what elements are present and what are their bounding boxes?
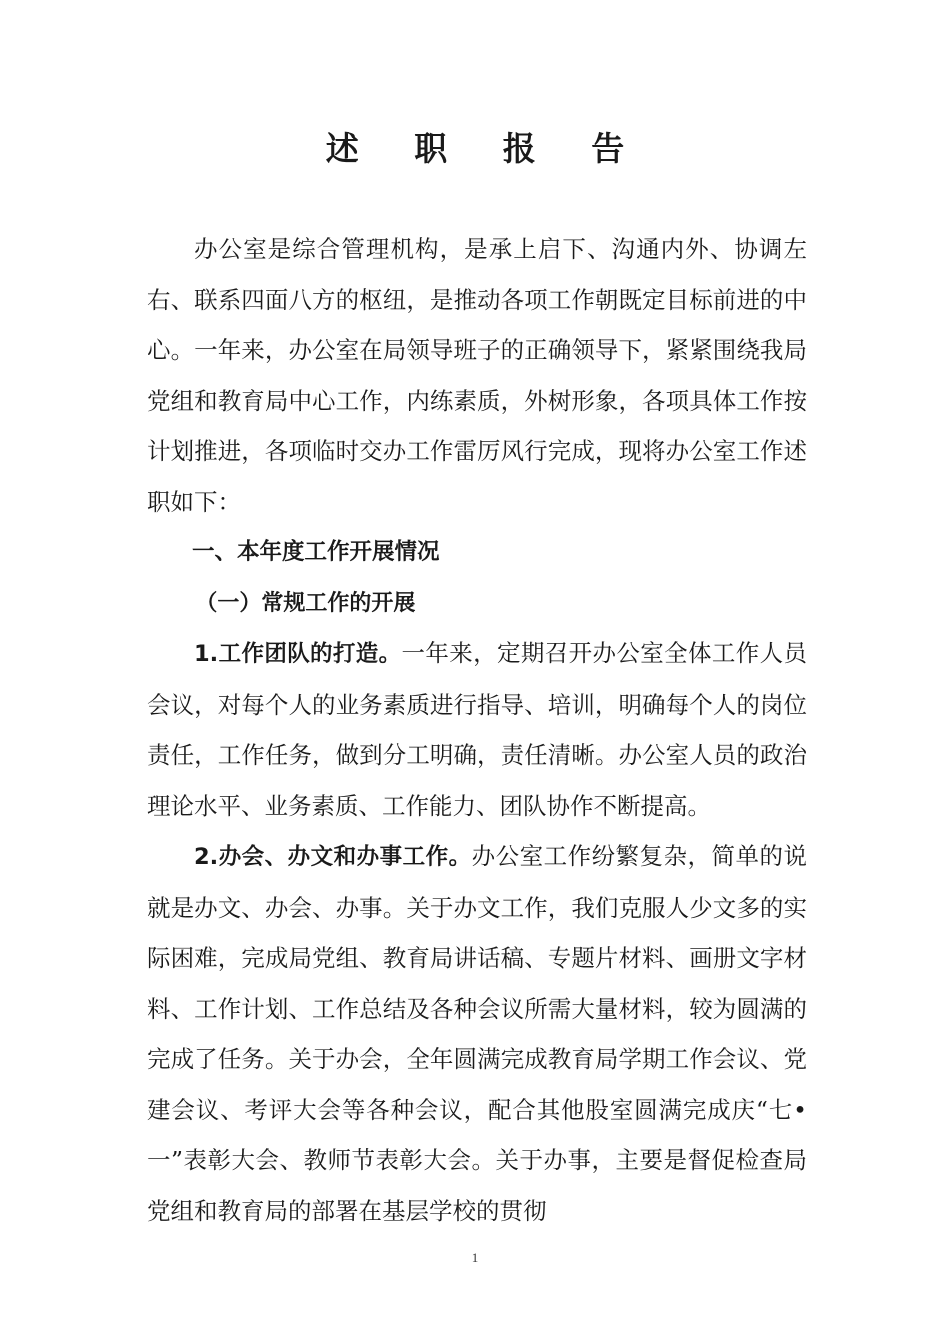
intro-paragraph: 办公室是综合管理机构，是承上启下、沟通内外、协调左右、联系四面八方的枢纽，是推动各项工作朝既定目标前进的中心。一年来，办公室在局领导班子的正确领导下，紧紧围绕我局党组和教育局中心工作，内练素质，外树形象，各项具体工作按计划推进，各项临时交办工作雷厉风行完成，现将办公室工作述职如下： — [147, 235, 807, 516]
document-body — [147, 224, 807, 1236]
section-heading: 一、本年度工作开展情况 — [192, 539, 440, 565]
document-title: 述 职 报 告 — [325, 129, 647, 168]
page-number: 1 — [471, 1250, 479, 1265]
paragraph-text: 办公室工作纷繁复杂，简单的说就是办文、办会、办事。关于办文工作，我们克服人少文多的实际困难，完成局党组、教育局讲话稿、专题片材料、画册文字材料、工作计划、工作总结及各种会议所需大量材料，较为圆满的完成了任务。关于办会，全年圆满完成教育局学期工作会议、党建会议、考评大会等各种会议，配合其他股室圆满完成庆“七•一”表彰大会、教师节表彰大会。关于办事，主要是督促检查局党组和教育局的部署在基层学校的贯彻 — [147, 842, 807, 1225]
subsection-heading: （一）常规工作的开展 — [195, 589, 416, 616]
paragraph-lead: 1.工作团队的打造。 — [194, 641, 402, 667]
paragraph-team-building — [147, 628, 807, 831]
paragraph-office-work — [147, 831, 807, 1236]
paragraph-lead: 2.办会、办文和办事工作。 — [194, 844, 472, 870]
paragraph-text: 一年来，定期召开办公室全体工作人员会议，对每个人的业务素质进行指导、培训，明确每个人的岗位责任，工作任务，做到分工明确，责任清晰。办公室人员的政治理论水平、业务素质、工作能力、团队协作不断提高。 — [147, 639, 807, 820]
